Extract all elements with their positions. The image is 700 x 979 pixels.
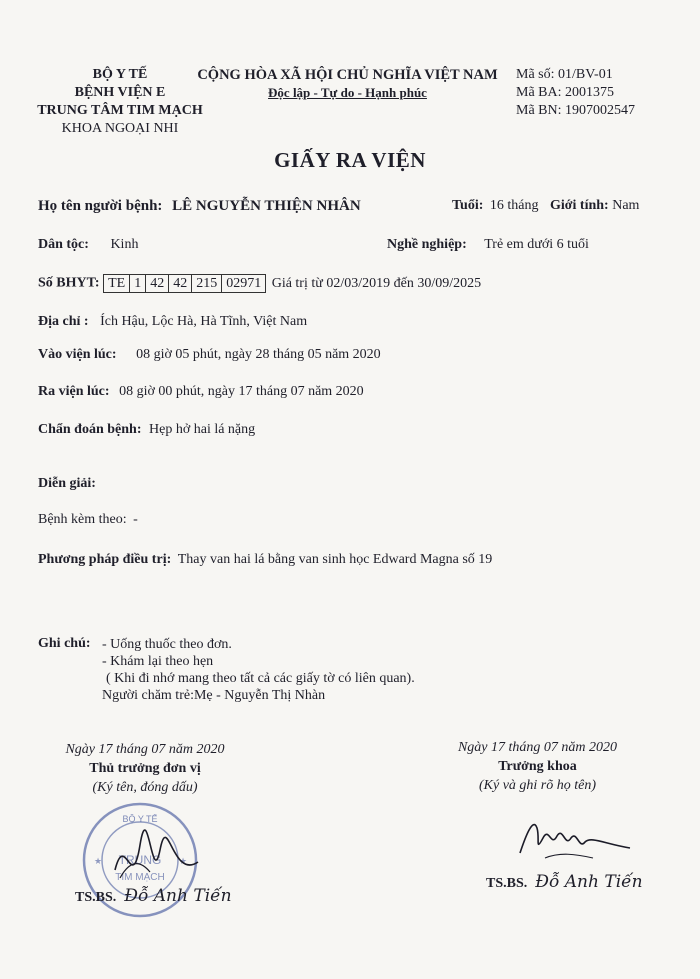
signature-right-prefix: TS.BS. [486, 876, 528, 891]
diagnosis-label: Chẩn đoán bệnh: [38, 422, 142, 437]
diagnosis-text: Hẹp hở hai lá nặng [149, 422, 256, 437]
patient-code: Mã BN: 1907002547 [516, 103, 635, 118]
notes-list [102, 636, 415, 704]
svg-text:TIM MẠCH: TIM MẠCH [115, 872, 165, 883]
patient-occupation: Trẻ em dưới 6 tuổi [484, 237, 589, 252]
form-code: Mã số: 01/BV-01 [516, 67, 613, 82]
address-label: Địa chỉ : [38, 314, 89, 329]
diagnosis-row [38, 422, 255, 438]
insurance-box: 42 [169, 275, 192, 292]
document-title: GIẤY RA VIỆN [274, 148, 426, 172]
age-gender-row [452, 198, 639, 214]
header-center [195, 66, 500, 102]
insurance-box: 215 [192, 275, 222, 292]
discharge-row [38, 384, 364, 400]
center-name: TRUNG TÂM TIM MẠCH [37, 103, 203, 118]
hospital-name: BỆNH VIỆN E [74, 85, 166, 100]
patient-address: Ích Hậu, Lộc Hà, Hà Tĩnh, Việt Nam [100, 314, 308, 329]
signature-right-instruction: (Ký và ghi rõ họ tên) [478, 778, 597, 793]
nation-name: CỘNG HÒA XÃ HỘI CHỦ NGHĨA VIỆT NAM [197, 67, 498, 83]
patient-gender: Nam [612, 198, 640, 213]
signature-left-prefix: TS.BS. [75, 890, 117, 905]
treatment-text: Thay van hai lá bằng van sinh học Edward Magna số 19 [177, 552, 493, 567]
signature-right-date: Ngày 17 tháng 07 năm 2020 [457, 740, 618, 755]
signature-right-name [486, 872, 643, 892]
signature-right-scribble [515, 808, 635, 873]
name-label: Họ tên người bệnh: [38, 198, 163, 214]
comorbidity-row [38, 512, 138, 528]
insurance-box: TE [104, 275, 130, 292]
ministry-name: BỘ Y TẾ [92, 67, 148, 82]
svg-text:★: ★ [94, 856, 103, 866]
insurance-row [38, 274, 481, 293]
signature-left-role: Thủ trưởng đơn vị [89, 761, 201, 776]
insurance-validity: Giá trị từ 02/03/2019 đến 30/09/2025 [271, 275, 482, 291]
occupation-label: Nghề nghiệp: [387, 237, 467, 252]
treatment-row [38, 552, 492, 568]
record-code: Mã BA: 2001375 [516, 85, 614, 100]
comorbidity-text: - [133, 512, 138, 527]
signature-left-date: Ngày 17 tháng 07 năm 2020 [65, 742, 225, 757]
signature-right [430, 738, 645, 795]
admission-time: 08 giờ 05 phút, ngày 28 tháng 05 năm 2020 [136, 347, 381, 362]
department-name: KHOA NGOẠI NHI [61, 121, 179, 136]
insurance-label: Số BHYT: [38, 275, 100, 291]
insurance-number-boxes [103, 274, 266, 293]
signature-left-instruction: (Ký tên, đóng dấu) [92, 780, 198, 795]
occupation-row [387, 237, 589, 253]
ethnicity-row [38, 237, 138, 253]
address-row [38, 314, 307, 330]
note-line: - Khám lại theo hẹn [102, 654, 214, 669]
header-right [516, 66, 635, 120]
patient-ethnicity: Kinh [110, 237, 139, 252]
svg-text:BỘ Y TẾ: BỘ Y TẾ [122, 814, 158, 824]
patient-name-row [38, 198, 361, 215]
discharge-time: 08 giờ 00 phút, ngày 17 tháng 07 năm 2020 [119, 384, 364, 399]
signature-left-script: Đỗ Anh Tiến [124, 886, 232, 906]
signature-right-script: Đỗ Anh Tiến [535, 872, 643, 892]
signature-left-name [75, 886, 232, 906]
age-label: Tuổi: [452, 198, 484, 213]
insurance-box: 1 [130, 275, 146, 292]
signature-left [30, 740, 260, 797]
discharge-label: Ra viện lúc: [38, 384, 110, 399]
signature-scribble-icon [515, 808, 635, 868]
note-line: ( Khi đi nhớ mang theo tất cả các giấy tờ có liên quan). [106, 671, 415, 686]
svg-text:TRUNG: TRUNG [118, 853, 162, 867]
insurance-box: 02971 [226, 276, 262, 291]
national-motto: Độc lập - Tự do - Hạnh phúc [268, 85, 427, 100]
note-line: - Uống thuốc theo đơn. [102, 637, 232, 652]
insurance-box: 42 [146, 275, 169, 292]
explanation-label: Diễn giải: [38, 476, 96, 491]
admission-label: Vào viện lúc: [38, 347, 117, 362]
note-line: Người chăm trẻ:Mẹ - Nguyễn Thị Nhàn [102, 688, 326, 703]
treatment-label: Phương pháp điều trị: [38, 552, 172, 567]
notes-label: Ghi chú: [38, 636, 91, 651]
header-left [30, 66, 210, 138]
ethnicity-label: Dân tộc: [38, 237, 89, 252]
svg-text:★: ★ [179, 856, 188, 866]
admission-row [38, 347, 381, 363]
gender-label: Giới tính: [550, 198, 609, 213]
signature-right-role: Trưởng khoa [498, 759, 577, 774]
patient-name: LÊ NGUYỄN THIỆN NHÂN [172, 198, 361, 214]
patient-age: 16 tháng [489, 198, 539, 213]
comorbidity-label: Bệnh kèm theo: [38, 512, 127, 527]
